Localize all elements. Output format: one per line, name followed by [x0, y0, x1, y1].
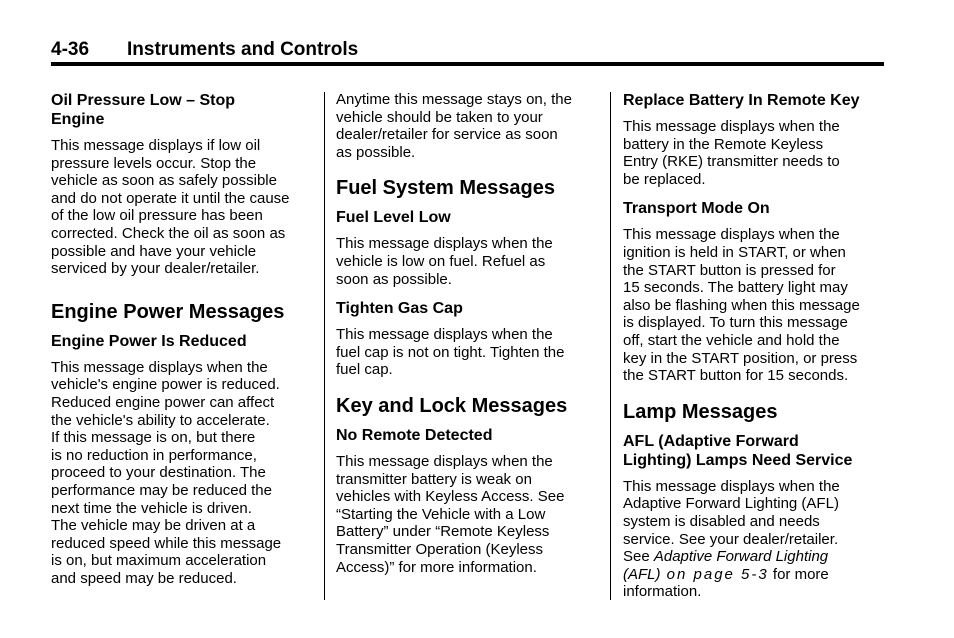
header-rule: [51, 62, 884, 66]
no-remote-heading: No Remote Detected: [336, 426, 493, 444]
column-1: [51, 91, 313, 587]
no-remote-body: This message displays when the transmitter battery is weak on vehicles with Keyless Access. See “Starting the Vehicle with a Low Battery” under “Remote Keyless Transmitter Operation (Keyless Access)” for more information.: [336, 452, 565, 576]
engine-power-section-title: Engine Power Messages: [51, 300, 285, 323]
afl-heading: AFL (Adaptive Forward Lighting) Lamps Need Service: [623, 432, 853, 469]
afl-body: [623, 478, 885, 601]
lamp-section-title: Lamp Messages: [623, 400, 778, 423]
replace-battery-heading: Replace Battery In Remote Key: [623, 92, 860, 109]
oil-pressure-body: This message displays if low oil pressure levels occur. Stop the vehicle as soon as safely possible and do not operate it until the cause of the low oil pressure has been corrected. Check the oil as soon as possible and have your vehicle serviced by your dealer/retailer.: [51, 137, 290, 278]
transport-mode-body: This message displays when the ignition is held in START, or when the START button is pressed for 15 seconds. The battery light may also be flashing when this message is displayed. To turn this message off, start the vehicle and hold the key in the START position, or press the START button for 15 seconds.: [623, 226, 860, 385]
chapter-title: Instruments and Controls: [127, 39, 359, 60]
page-number: 4-36: [51, 39, 90, 60]
transport-mode-heading: Transport Mode On: [623, 200, 770, 218]
fuel-level-low-body: This message displays when the vehicle is low on fuel. Refuel as soon as possible.: [336, 235, 553, 288]
afl-body-text: This message displays when the Adaptive Forward Lighting (AFL) system is disabled and needs service. See your dealer/retailer. See: [623, 477, 840, 566]
column-divider-1: [324, 92, 325, 600]
key-lock-section-title: Key and Lock Messages: [336, 394, 568, 417]
engine-power-heading: Engine Power Is Reduced: [51, 332, 247, 350]
oil-pressure-heading: Oil Pressure Low – Stop Engine: [51, 92, 236, 128]
column-divider-2: [610, 92, 611, 600]
fuel-system-section-title: Fuel System Messages: [336, 177, 555, 200]
fuel-level-low-heading: Fuel Level Low: [336, 209, 451, 227]
service-intro-body: Anytime this message stays on, the vehicle should be taken to your dealer/retailer for service as soon as possible.: [336, 91, 572, 161]
afl-cross-reference-link[interactable]: Adaptive Forward Lighting (AFL): [623, 548, 829, 583]
tighten-gas-cap-body: This message displays when the fuel cap is not on tight. Tighten the fuel cap.: [336, 326, 565, 379]
afl-body-tail: for more information.: [623, 565, 829, 601]
tighten-gas-cap-heading: Tighten Gas Cap: [336, 300, 463, 318]
afl-page-reference: on page 5-3: [660, 565, 769, 583]
column-2: [336, 91, 600, 576]
engine-power-body: This message displays when the vehicle's engine power is reduced. Reduced engine power can affect the vehicle's ability to accelerate. If this message is on, but there is no reduction in performance, proceed to your destination. The performance may be reduced the next time the vehicle is driven. The vehicle may be driven at a reduced speed while this message is on, but maximum acceleration and speed may be reduced.: [51, 358, 282, 587]
replace-battery-body: This message displays when the battery in the Remote Keyless Entry (RKE) transmitter needs to be replaced.: [623, 118, 840, 188]
column-3: [623, 91, 885, 601]
